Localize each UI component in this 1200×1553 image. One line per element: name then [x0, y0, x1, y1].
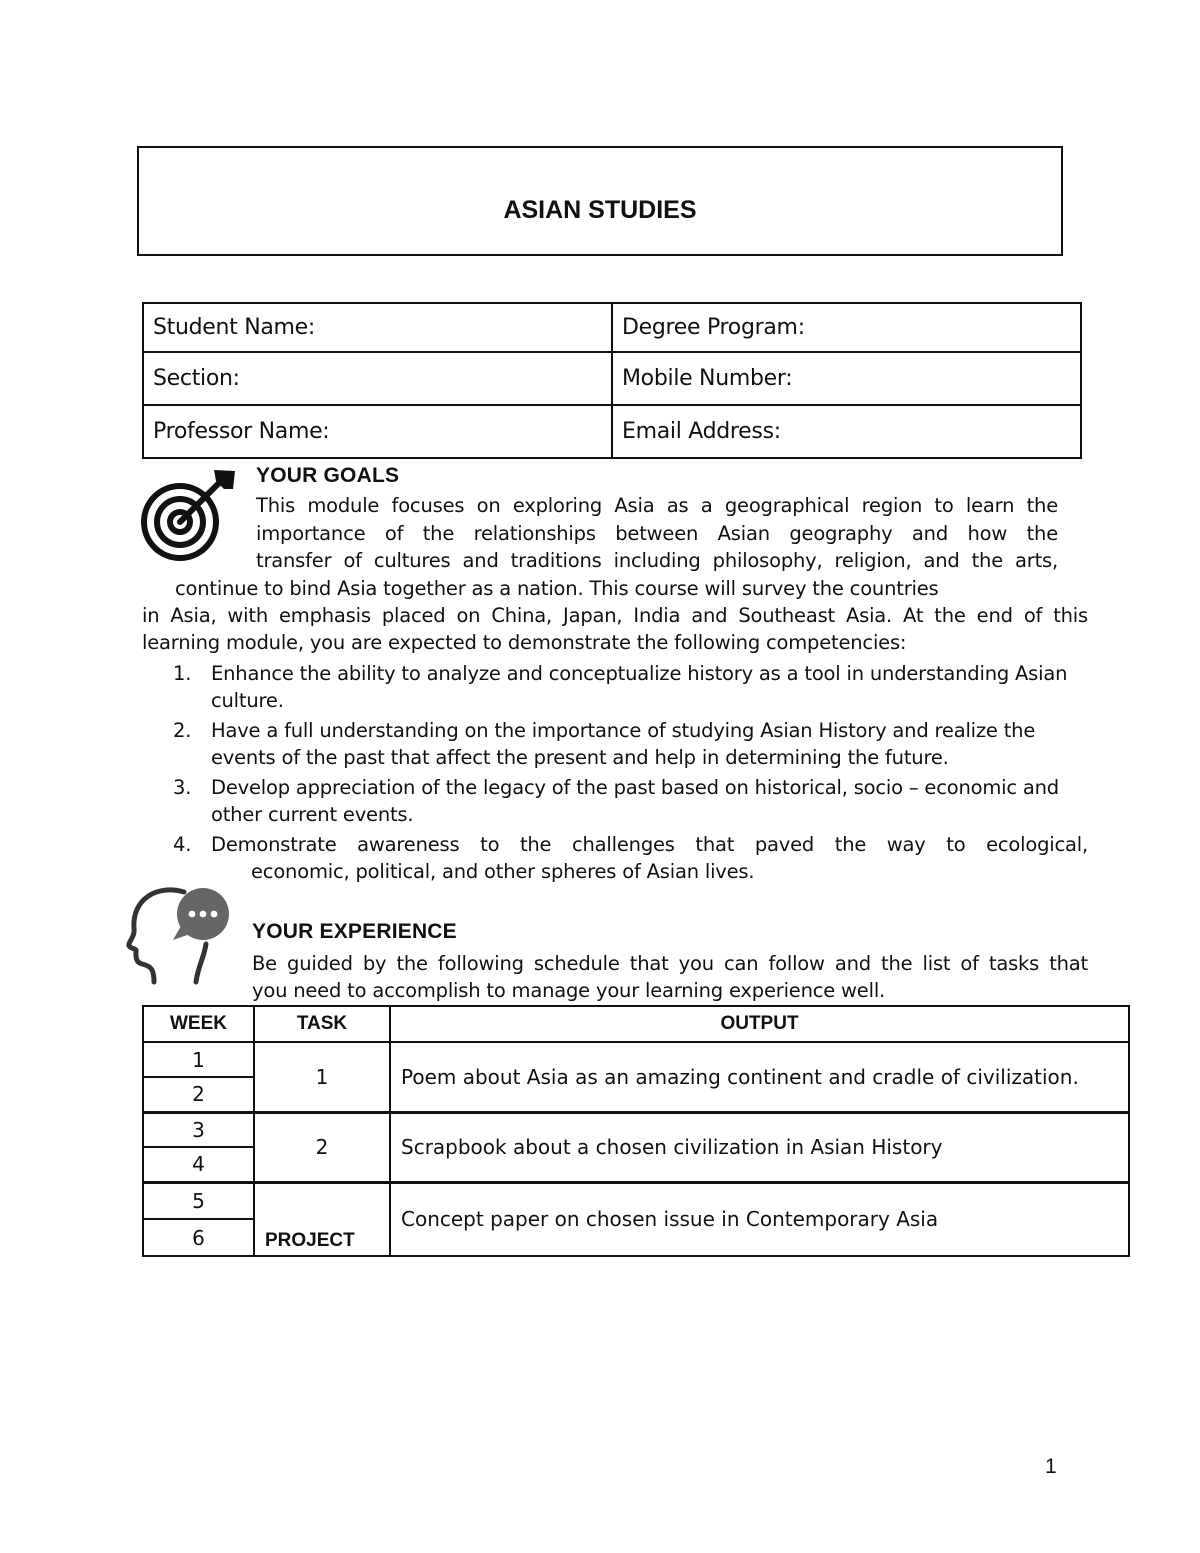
table-header-row: [143, 1006, 1129, 1042]
task-cell: 1: [254, 1042, 390, 1112]
output-column-header: OUTPUT: [390, 1006, 1129, 1042]
competency-number: 4.: [173, 833, 192, 856]
page-number: 1: [1045, 1455, 1057, 1478]
goals-text-line-4: continue to bind Asia together as a nation. This course will survey the countries: [175, 577, 939, 600]
section-field[interactable]: Section:: [143, 352, 612, 405]
schedule-table: [142, 1005, 1130, 1257]
competencies-list: [173, 660, 1088, 888]
competency-item: [173, 774, 1088, 828]
goals-text-line-5: in Asia, with emphasis placed on China, Japan, India and Southeast Asia. At the end of this: [142, 604, 1088, 627]
competency-text: Demonstrate awareness to the challenges that paved the way to ecological,: [211, 833, 1088, 856]
week-cell: 1: [143, 1042, 254, 1077]
task-cell: [254, 1182, 390, 1256]
goals-text-line-2: importance of the relationships between Asian geography and how the: [256, 522, 1058, 545]
page-title: ASIAN STUDIES: [503, 195, 697, 224]
output-cell: Scrapbook about a chosen civilization in Asian History: [390, 1112, 1129, 1182]
goals-heading: YOUR GOALS: [256, 464, 400, 487]
task-cell: 2: [254, 1112, 390, 1182]
competency-number: 1.: [173, 662, 192, 685]
week-cell: 3: [143, 1112, 254, 1147]
competency-item: [173, 717, 1088, 771]
output-cell: Poem about Asia as an amazing continent and cradle of civilization.: [390, 1042, 1129, 1112]
week-cell: 2: [143, 1077, 254, 1112]
week-cell: 4: [143, 1147, 254, 1182]
goals-text-line-3: transfer of cultures and traditions including philosophy, religion, and the arts,: [256, 549, 1058, 572]
output-cell: Concept paper on chosen issue in Contemporary Asia: [390, 1182, 1129, 1256]
table-row: [143, 1112, 1129, 1147]
student-name-field[interactable]: Student Name:: [143, 303, 612, 352]
goals-text-line-1: This module focuses on exploring Asia as a geographical region to learn the: [256, 494, 1058, 517]
experience-text-line-2: you need to accomplish to manage your learning experience well.: [252, 979, 886, 1002]
student-info-table: [142, 302, 1082, 459]
mobile-number-field[interactable]: Mobile Number:: [612, 352, 1081, 405]
task-column-header: TASK: [254, 1006, 390, 1042]
title-box: [137, 146, 1063, 256]
competency-number: 2.: [173, 719, 192, 742]
degree-program-field[interactable]: Degree Program:: [612, 303, 1081, 352]
competency-text: Enhance the ability to analyze and conceptualize history as a tool in understanding Asian culture.: [211, 662, 1068, 712]
week-cell: 6: [143, 1219, 254, 1256]
competency-number: 3.: [173, 776, 192, 799]
experience-text-line-1: Be guided by the following schedule that you can follow and the list of tasks that: [252, 952, 1088, 975]
table-row: [143, 1182, 1129, 1219]
table-row: [143, 1042, 1129, 1077]
competency-text-continued: economic, political, and other spheres of Asian lives.: [251, 860, 755, 883]
target-icon: [140, 467, 238, 565]
professor-name-field[interactable]: Professor Name:: [143, 405, 612, 458]
thinking-head-icon: [126, 882, 232, 988]
week-column-header: WEEK: [143, 1006, 254, 1042]
goals-text-line-6: learning module, you are expected to demonstrate the following competencies:: [142, 631, 907, 654]
experience-heading: YOUR EXPERIENCE: [252, 920, 457, 943]
week-cell: 5: [143, 1182, 254, 1219]
competency-item: [173, 660, 1088, 714]
competency-item: [173, 831, 1088, 885]
email-address-field[interactable]: Email Address:: [612, 405, 1081, 458]
project-label: PROJECT: [265, 1230, 355, 1251]
competency-text: Have a full understanding on the importance of studying Asian History and realize the events of the past that affect the present and help in determining the future.: [211, 719, 1036, 769]
competency-text: Develop appreciation of the legacy of the past based on historical, socio – economic and other current events.: [211, 776, 1059, 826]
